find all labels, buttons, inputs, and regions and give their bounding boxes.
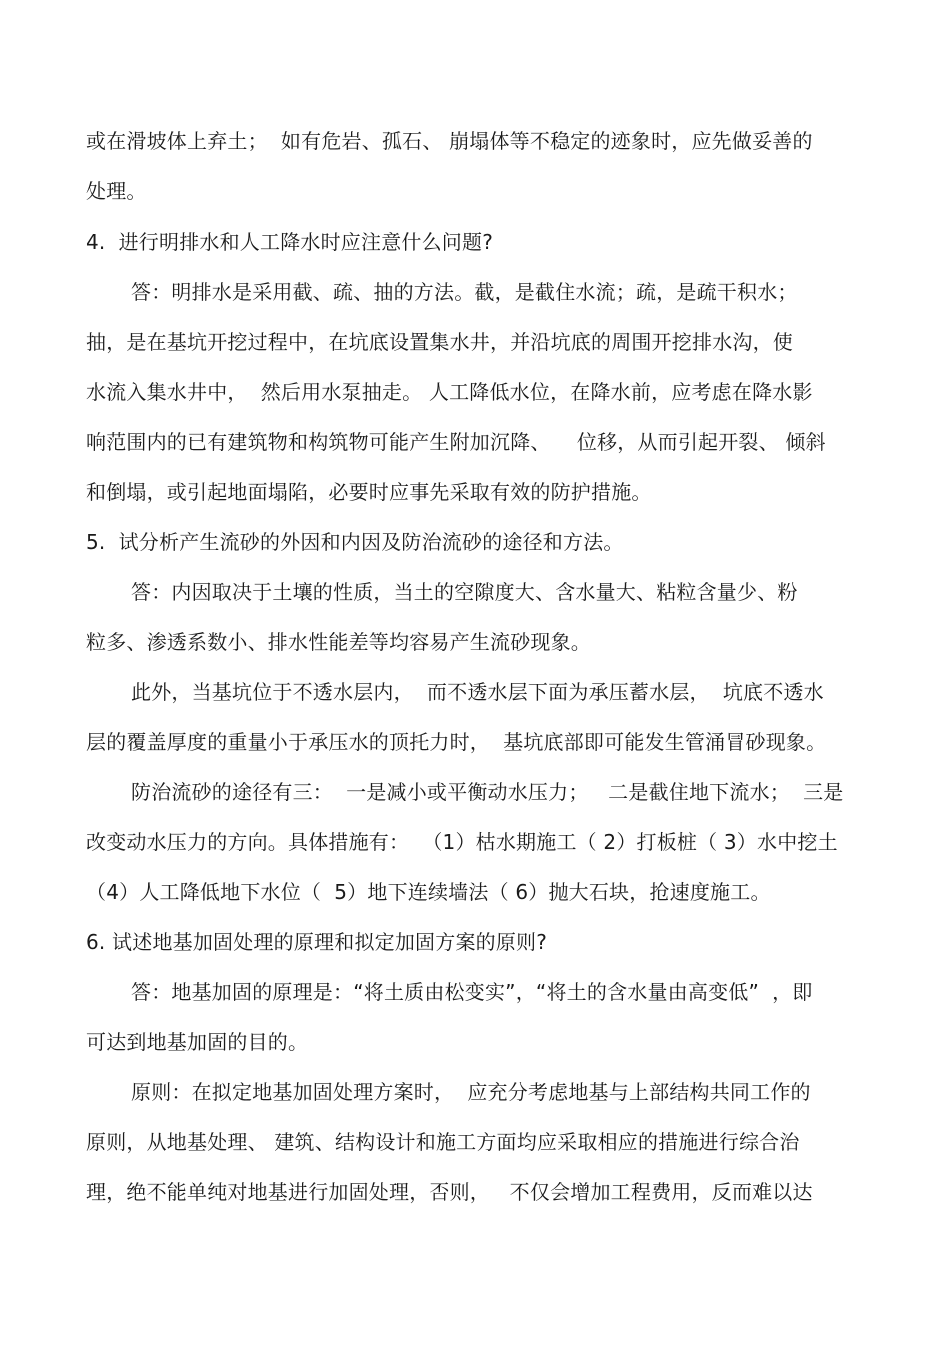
- answer-6-line-5: 理，绝不能单纯对地基进行加固处理，否则， 不仅会增加工程费用，反而难以达: [86, 1180, 813, 1204]
- text-line-1: 或在滑坡体上弃土； 如有危岩、孤石、 崩塌体等不稳定的迹象时，应先做妥善的: [86, 129, 813, 153]
- answer-5-line-6: 改变动水压力的方向。具体措施有： （1）枯水期施工（ 2）打板桩（ 3）水中挖土: [86, 830, 838, 854]
- answer-5-line-1: 答：内因取决于土壤的性质，当土的空隙度大、含水量大、粘粒含量少、粉: [131, 580, 798, 604]
- answer-4-line-4: 响范围内的已有建筑物和构筑物可能产生附加沉降、 位移，从而引起开裂、 倾斜: [86, 430, 826, 454]
- answer-4-line-3: 水流入集水井中， 然后用水泵抽走。 人工降低水位，在降水前，应考虑在降水影: [86, 380, 813, 404]
- question-6-heading: 6. 试述地基加固处理的原理和拟定加固方案的原则?: [86, 930, 548, 954]
- text-line-2: 处理。: [86, 179, 147, 203]
- answer-5-line-7: （4）人工降低地下水位（ 5）地下连续墙法（ 6）抛大石块，抢速度施工。: [86, 880, 771, 904]
- answer-4-line-2: 抽，是在基坑开挖过程中，在坑底设置集水井，并沿坑底的周围开挖排水沟，使: [86, 330, 793, 354]
- answer-5-line-3: 此外，当基坑位于不透水层内， 而不透水层下面为承压蓄水层， 坑底不透水: [131, 680, 824, 704]
- answer-5-line-2: 粒多、渗透系数小、排水性能差等均容易产生流砂现象。: [86, 630, 591, 654]
- answer-6-line-1: 答：地基加固的原理是：“将土质由松变实”，“将土的含水量由高变低” ，即: [131, 980, 813, 1004]
- answer-4-line-5: 和倒塌，或引起地面塌陷，必要时应事先采取有效的防护措施。: [86, 480, 652, 504]
- answer-6-line-4: 原则，从地基处理、 建筑、结构设计和施工方面均应采取相应的措施进行综合治: [86, 1130, 800, 1154]
- answer-6-line-2: 可达到地基加固的目的。: [86, 1030, 309, 1054]
- answer-5-line-5: 防治流砂的途径有三： 一是减小或平衡动水压力； 二是截住地下流水； 三是: [131, 780, 844, 804]
- question-5-heading: 5. 试分析产生流砂的外因和内因及防治流砂的途径和方法。: [86, 530, 624, 554]
- question-4-heading: 4. 进行明排水和人工降水时应注意什么问题?: [86, 230, 494, 254]
- answer-6-line-3: 原则：在拟定地基加固处理方案时， 应充分考虑地基与上部结构共同工作的: [131, 1080, 811, 1104]
- answer-4-line-1: 答：明排水是采用截、疏、抽的方法。截，是截住水流；疏，是疏干积水；: [131, 280, 798, 304]
- answer-5-line-4: 层的覆盖厚度的重量小于承压水的顶托力时， 基坑底部即可能发生管涌冒砂现象。: [86, 730, 827, 754]
